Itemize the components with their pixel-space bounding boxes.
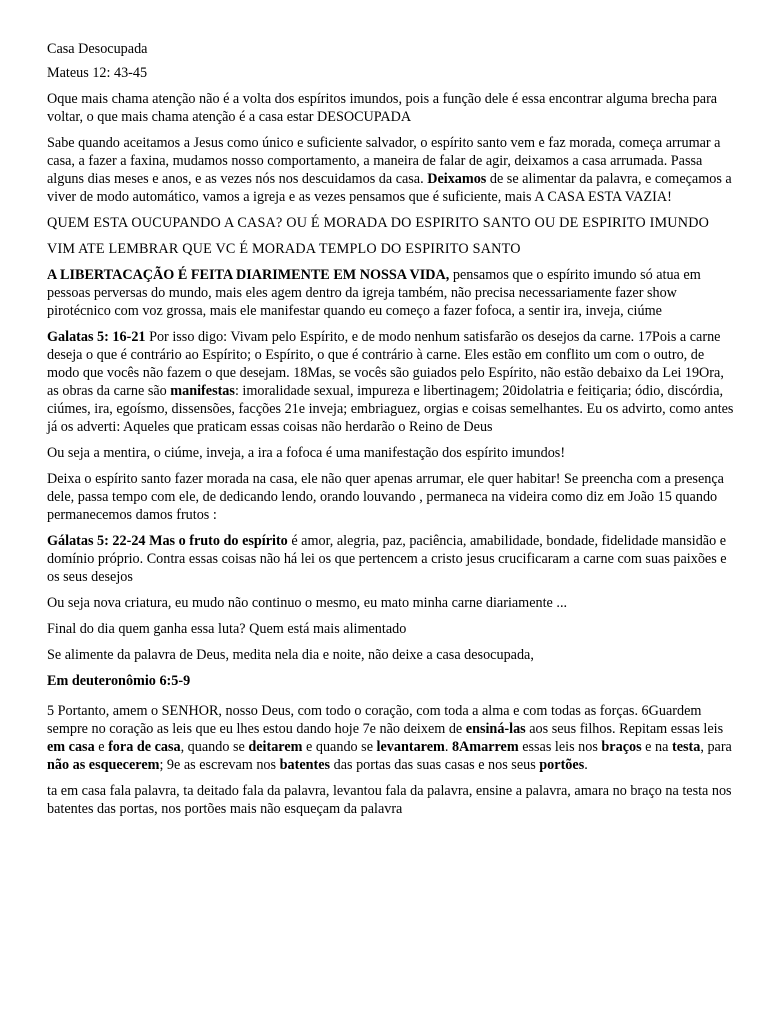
bold-text: Deixamos [427,171,487,187]
paragraph-salvation [47,134,737,206]
paragraph-closing: ta em casa fala palavra, ta deitado fala da palavra, levantou fala da palavra, ensine a palavra, amara no braço na testa nos batentes das portas, nos portões mais não esqueçam da palavra [47,783,732,817]
bold-text: braços [601,739,642,755]
paragraph-manifestation: Ou seja a mentira, o ciúme, inveja, a ira a fofoca é uma manifestação dos espírito imundos! [47,445,566,461]
bold-text: manifestas [170,383,235,399]
text-span: , para [700,739,732,755]
bold-text: em casa [47,739,95,755]
text-span: . [444,739,452,755]
paragraph-fight: Final do dia quem ganha essa luta? Quem está mais alimentado [47,621,407,637]
text-span: Por isso digo: Vivam pelo Espírito, e de modo nenhum satisfarão os desejos da carne. 17Pois a carne deseja o que é contrário ao Espírito; o Espírito, o que é contrário à carne. Eles estão em conflito um com o outro, de modo que vocês não fazem o que desejam. 18Mas, se vocês são guiados pelo Espírito, não estão debaixo da Lei 19Ora, as obras da carne são [47,329,724,399]
text-span: aos seus filhos. Repitam essas leis [525,721,724,737]
bold-text: testa [671,739,701,755]
text-span: é amor, alegria, paz, paciência, amabilidade, bondade, fidelidade mansidão e domínio próprio. Contra essas coisas não há lei os que pertencem a cristo jesus crucificaram a carne com suas paixões e os seus desejos [47,533,727,585]
paragraph-intro: Oque mais chama atenção não é a volta dos espíritos imundos, pois a função dele é essa encontrar alguma brecha para voltar, o que mais chama atenção é a casa estar DESOCUPADA [47,91,718,125]
paragraph-galatas-16-21 [47,328,737,436]
paragraph-galatas-22-24 [47,532,737,586]
bold-text: portões [539,757,585,773]
document-title: Casa Desocupada [47,41,148,57]
bold-reference: Em deuteronômio 6:5-9 [47,673,191,689]
paragraph-dwelling: Deixa o espírito santo fazer morada na casa, ele não quer apenas arrumar, ele quer habitar! Se preencha com a presença dele, passa tempo com ele, de dedicando lendo, orando louvando , permaneca na videira como diz em João 15 quando permanecemos damos frutos : [47,471,724,523]
bold-text: ensiná-las [465,721,526,737]
text-span: . [584,757,588,773]
text-span: ; 9e as escrevam nos [159,757,280,773]
paragraph-deuteronomy [47,702,737,774]
bold-text: deitarem [248,739,303,755]
paragraph-liberation [47,266,737,320]
text-span: pensamos que o espírito imundo só atua em pessoas perversas do mundo, mais eles agem dentro da igreja também, não precisa necessariamente fazer show pirotécnico com voz grossa, mais ele manifestar quando eu começo a fazer fofoca, a sentir ira, inveja, ciúme [47,267,701,319]
text-span: , quando se [180,739,249,755]
bold-text: levantarem [376,739,445,755]
bold-text: não as esquecerem [47,757,160,773]
text-span: e na [641,739,672,755]
bold-text: fora de casa [108,739,181,755]
text-span: Sabe quando aceitamos a Jesus como único e suficiente salvador, o espírito santo vem e faz morada, começa arrumar a casa, a fazer a faxina, mudamos nosso comportamento, a maneira de falar de agir, deixamos a casa arrumada. Passa alguns dias meses e anos, e as vezes nós nos descuidamos da casa. [47,135,721,187]
scripture-reference: Mateus 12: 43-45 [47,65,148,81]
paragraph-temple: VIM ATE LEMBRAR QUE VC É MORADA TEMPLO DO ESPIRITO SANTO [47,241,521,257]
bold-reference: Gálatas 5: 22-24 Mas o fruto do espírito [47,533,288,549]
text-span: 5 Portanto, amem o SENHOR, nosso Deus, com todo o coração, com toda a alma e com todas as forças. 6Guardem sempre no coração as leis que eu lhes estou dando hoje 7e não deixem de [47,703,702,737]
deuteronomy-heading [47,672,737,690]
document-page [47,40,737,826]
text-span: das portas das suas casas e nos seus [330,757,540,773]
paragraph-feed: Se alimente da palavra de Deus, medita nela dia e noite, não deixe a casa desocupada, [47,647,534,663]
text-span: : imoralidade sexual, impureza e libertinagem; 20idolatria e feitiçaria; ódio, discórdia, ciúmes, ira, egoísmo, dissensões, facções 21e inveja; embriaguez, orgias e coisas semelhantes. Eu os advirto, como antes já os adverti: Aqueles que praticam essas coisas não herdarão o Reino de Deus [47,383,734,435]
paragraph-question: QUEM ESTA OUCUPANDO A CASA? OU É MORADA DO ESPIRITO SANTO OU DE ESPIRITO IMUNDO [47,215,710,231]
bold-text: 8Amarrem [451,739,519,755]
text-span: e [94,739,109,755]
bold-text: batentes [279,757,331,773]
text-span: essas leis nos [518,739,602,755]
text-span: de se alimentar da palavra, e começamos a viver de modo automático, vamos a igreja e as vezes pensamos que é suficiente, mais A CASA ESTA VAZIA! [47,171,732,205]
text-span: e quando se [302,739,377,755]
bold-reference: Galatas 5: 16-21 [47,329,146,345]
paragraph-new-creature: Ou seja nova criatura, eu mudo não continuo o mesmo, eu mato minha carne diariamente ... [47,595,568,611]
bold-text: A LIBERTACAÇÃO É FEITA DIARIMENTE EM NOSSA VIDA, [47,267,450,283]
